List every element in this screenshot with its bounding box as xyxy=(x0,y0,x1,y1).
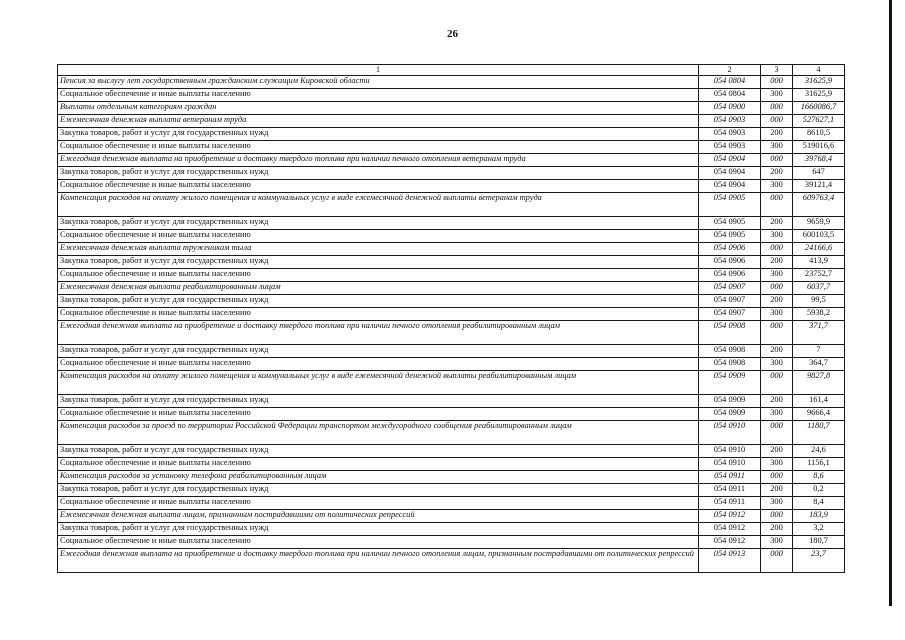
row-name-cell: Закупка товаров, работ и услуг для государственных нужд xyxy=(58,295,699,308)
row-name-cell: Ежегодная денежная выплата на приобретение и доставку твердого топлива при наличии печного отопления ветеранам труда xyxy=(58,154,699,167)
row-code-cell: 054 0903 xyxy=(699,128,761,141)
row-sum-cell: 1180,7 xyxy=(793,421,845,445)
row-sum-cell: 1660086,7 xyxy=(793,102,845,115)
row-name-cell: Социальное обеспечение и иные выплаты населению xyxy=(58,408,699,421)
row-sum-cell: 371,7 xyxy=(793,321,845,345)
row-vr-cell: 200 xyxy=(761,167,793,180)
row-code-cell: 054 0900 xyxy=(699,102,761,115)
row-vr-cell: 000 xyxy=(761,510,793,523)
row-name-cell: Закупка товаров, работ и услуг для государственных нужд xyxy=(58,167,699,180)
row-code-cell: 054 0905 xyxy=(699,217,761,230)
row-vr-cell: 200 xyxy=(761,256,793,269)
row-name-cell: Пенсия за выслугу лет государственным гражданским служащим Кировской области xyxy=(58,76,699,89)
row-sum-cell: 8610,5 xyxy=(793,128,845,141)
table-row xyxy=(58,115,845,128)
table-row xyxy=(58,269,845,282)
row-sum-cell: 527627,1 xyxy=(793,115,845,128)
row-sum-cell: 180,7 xyxy=(793,536,845,549)
row-code-cell: 054 0912 xyxy=(699,523,761,536)
row-name-cell: Закупка товаров, работ и услуг для государственных нужд xyxy=(58,128,699,141)
row-sum-cell: 519016,6 xyxy=(793,141,845,154)
row-vr-cell: 000 xyxy=(761,115,793,128)
row-vr-cell: 000 xyxy=(761,76,793,89)
row-sum-cell: 99,5 xyxy=(793,295,845,308)
row-name-cell: Социальное обеспечение и иные выплаты населению xyxy=(58,458,699,471)
budget-table xyxy=(57,64,845,573)
row-sum-cell: 609763,4 xyxy=(793,193,845,217)
page-edge-bar xyxy=(889,0,892,606)
row-code-cell: 054 0908 xyxy=(699,321,761,345)
row-vr-cell: 300 xyxy=(761,408,793,421)
row-code-cell: 054 0905 xyxy=(699,193,761,217)
row-name-cell: Социальное обеспечение и иные выплаты населению xyxy=(58,141,699,154)
row-name-cell: Выплаты отдельным категориям граждан xyxy=(58,102,699,115)
row-vr-cell: 300 xyxy=(761,180,793,193)
row-code-cell: 054 0907 xyxy=(699,295,761,308)
table-row xyxy=(58,295,845,308)
row-vr-cell: 300 xyxy=(761,230,793,243)
row-code-cell: 054 0909 xyxy=(699,371,761,395)
row-vr-cell: 200 xyxy=(761,128,793,141)
row-sum-cell: 5938,2 xyxy=(793,308,845,321)
table-row xyxy=(58,256,845,269)
row-sum-cell: 161,4 xyxy=(793,395,845,408)
table-row xyxy=(58,536,845,549)
row-name-cell: Закупка товаров, работ и услуг для государственных нужд xyxy=(58,523,699,536)
row-code-cell: 054 0910 xyxy=(699,445,761,458)
row-name-cell: Компенсация расходов за установку телефона реабилитированным лицам xyxy=(58,471,699,484)
row-sum-cell: 0,2 xyxy=(793,484,845,497)
table-row xyxy=(58,141,845,154)
row-sum-cell: 24166,6 xyxy=(793,243,845,256)
row-name-cell: Социальное обеспечение и иные выплаты населению xyxy=(58,230,699,243)
table-row xyxy=(58,308,845,321)
row-code-cell: 054 0911 xyxy=(699,497,761,510)
row-code-cell: 054 0909 xyxy=(699,395,761,408)
row-vr-cell: 000 xyxy=(761,282,793,295)
row-sum-cell: 6037,7 xyxy=(793,282,845,295)
row-sum-cell: 9659,9 xyxy=(793,217,845,230)
row-code-cell: 054 0804 xyxy=(699,76,761,89)
row-vr-cell: 000 xyxy=(761,102,793,115)
row-vr-cell: 200 xyxy=(761,217,793,230)
row-sum-cell: 413,9 xyxy=(793,256,845,269)
header-col-2: 2 xyxy=(699,65,761,76)
table-row xyxy=(58,167,845,180)
table-row xyxy=(58,76,845,89)
row-code-cell: 054 0912 xyxy=(699,536,761,549)
row-vr-cell: 000 xyxy=(761,371,793,395)
row-sum-cell: 9666,4 xyxy=(793,408,845,421)
row-code-cell: 054 0913 xyxy=(699,549,761,573)
table-row xyxy=(58,102,845,115)
row-vr-cell: 300 xyxy=(761,358,793,371)
row-code-cell: 054 0911 xyxy=(699,484,761,497)
row-name-cell: Ежемесячная денежная выплата труженикам тыла xyxy=(58,243,699,256)
row-sum-cell: 7 xyxy=(793,345,845,358)
row-vr-cell: 000 xyxy=(761,549,793,573)
table-row xyxy=(58,445,845,458)
table-row xyxy=(58,371,845,395)
row-sum-cell: 39121,4 xyxy=(793,180,845,193)
table-row xyxy=(58,510,845,523)
table-row xyxy=(58,193,845,217)
table-row xyxy=(58,282,845,295)
table-row xyxy=(58,128,845,141)
table-row xyxy=(58,497,845,510)
row-name-cell: Социальное обеспечение и иные выплаты населению xyxy=(58,180,699,193)
row-name-cell: Ежемесячная денежная выплата лицам, признанным пострадавшими от политических репрессий xyxy=(58,510,699,523)
table-row xyxy=(58,421,845,445)
row-name-cell: Ежемесячная денежная выплата ветеранам труда xyxy=(58,115,699,128)
row-vr-cell: 000 xyxy=(761,471,793,484)
table-header-row xyxy=(58,65,845,76)
row-vr-cell: 300 xyxy=(761,141,793,154)
table-row xyxy=(58,358,845,371)
row-name-cell: Компенсация расходов на оплату жилого помещения и коммунальных услуг в виде ежемесячной денежной выплаты ветеранам труда xyxy=(58,193,699,217)
table-row xyxy=(58,484,845,497)
row-code-cell: 054 0906 xyxy=(699,269,761,282)
row-sum-cell: 600103,5 xyxy=(793,230,845,243)
row-vr-cell: 000 xyxy=(761,154,793,167)
row-code-cell: 054 0909 xyxy=(699,408,761,421)
header-col-4: 4 xyxy=(793,65,845,76)
row-sum-cell: 39768,4 xyxy=(793,154,845,167)
row-name-cell: Закупка товаров, работ и услуг для государственных нужд xyxy=(58,217,699,230)
table-row xyxy=(58,458,845,471)
header-col-1: 1 xyxy=(58,65,699,76)
row-vr-cell: 200 xyxy=(761,395,793,408)
row-vr-cell: 300 xyxy=(761,269,793,282)
row-sum-cell: 24,6 xyxy=(793,445,845,458)
row-sum-cell: 31625,9 xyxy=(793,89,845,102)
row-name-cell: Социальное обеспечение и иные выплаты населению xyxy=(58,497,699,510)
header-col-3: 3 xyxy=(761,65,793,76)
row-sum-cell: 9827,8 xyxy=(793,371,845,395)
budget-table-body xyxy=(58,65,845,573)
row-vr-cell: 300 xyxy=(761,89,793,102)
row-vr-cell: 300 xyxy=(761,458,793,471)
row-sum-cell: 183,9 xyxy=(793,510,845,523)
row-vr-cell: 200 xyxy=(761,484,793,497)
row-name-cell: Ежемесячная денежная выплата реабилитированным лицам xyxy=(58,282,699,295)
table-row xyxy=(58,89,845,102)
row-vr-cell: 000 xyxy=(761,193,793,217)
row-vr-cell: 000 xyxy=(761,321,793,345)
row-code-cell: 054 0911 xyxy=(699,471,761,484)
row-code-cell: 054 0907 xyxy=(699,282,761,295)
row-vr-cell: 300 xyxy=(761,497,793,510)
page-number: 26 xyxy=(447,28,458,40)
table-row xyxy=(58,180,845,193)
row-vr-cell: 000 xyxy=(761,243,793,256)
row-sum-cell: 8,6 xyxy=(793,471,845,484)
row-code-cell: 054 0906 xyxy=(699,256,761,269)
row-code-cell: 054 0905 xyxy=(699,230,761,243)
row-name-cell: Социальное обеспечение и иные выплаты населению xyxy=(58,358,699,371)
table-row xyxy=(58,395,845,408)
row-sum-cell: 23752,7 xyxy=(793,269,845,282)
row-code-cell: 054 0910 xyxy=(699,421,761,445)
row-name-cell: Компенсация расходов на оплату жилого помещения и коммунальных услуг в виде ежемесячной денежной выплаты реабилитированным лицам xyxy=(58,371,699,395)
row-sum-cell: 31625,9 xyxy=(793,76,845,89)
row-vr-cell: 200 xyxy=(761,295,793,308)
row-name-cell: Ежегодная денежная выплата на приобретение и доставку твердого топлива при наличии печного отопления лицам, признанным пострадавшими от политических репрессий xyxy=(58,549,699,573)
row-code-cell: 054 0904 xyxy=(699,167,761,180)
table-row xyxy=(58,217,845,230)
row-sum-cell: 647 xyxy=(793,167,845,180)
table-row xyxy=(58,243,845,256)
row-sum-cell: 364,7 xyxy=(793,358,845,371)
row-vr-cell: 200 xyxy=(761,445,793,458)
table-row xyxy=(58,230,845,243)
row-sum-cell: 23,7 xyxy=(793,549,845,573)
row-name-cell: Социальное обеспечение и иные выплаты населению xyxy=(58,89,699,102)
table-row xyxy=(58,154,845,167)
table-row xyxy=(58,408,845,421)
row-name-cell: Закупка товаров, работ и услуг для государственных нужд xyxy=(58,345,699,358)
row-vr-cell: 000 xyxy=(761,421,793,445)
row-sum-cell: 3,2 xyxy=(793,523,845,536)
row-vr-cell: 200 xyxy=(761,523,793,536)
row-code-cell: 054 0903 xyxy=(699,141,761,154)
row-name-cell: Закупка товаров, работ и услуг для государственных нужд xyxy=(58,484,699,497)
row-name-cell: Компенсация расходов за проезд по территории Российской Федерации транспортом междугородного сообщения реабилитированным лицам xyxy=(58,421,699,445)
table-row xyxy=(58,549,845,573)
row-code-cell: 054 0908 xyxy=(699,345,761,358)
row-code-cell: 054 0904 xyxy=(699,154,761,167)
row-code-cell: 054 0804 xyxy=(699,89,761,102)
row-sum-cell: 8,4 xyxy=(793,497,845,510)
row-code-cell: 054 0903 xyxy=(699,115,761,128)
row-code-cell: 054 0910 xyxy=(699,458,761,471)
row-name-cell: Социальное обеспечение и иные выплаты населению xyxy=(58,308,699,321)
row-code-cell: 054 0906 xyxy=(699,243,761,256)
row-code-cell: 054 0912 xyxy=(699,510,761,523)
row-name-cell: Закупка товаров, работ и услуг для государственных нужд xyxy=(58,445,699,458)
table-row xyxy=(58,523,845,536)
row-code-cell: 054 0904 xyxy=(699,180,761,193)
table-row xyxy=(58,321,845,345)
row-name-cell: Закупка товаров, работ и услуг для государственных нужд xyxy=(58,395,699,408)
row-name-cell: Социальное обеспечение и иные выплаты населению xyxy=(58,536,699,549)
row-sum-cell: 1156,1 xyxy=(793,458,845,471)
row-vr-cell: 300 xyxy=(761,308,793,321)
row-name-cell: Закупка товаров, работ и услуг для государственных нужд xyxy=(58,256,699,269)
row-vr-cell: 200 xyxy=(761,345,793,358)
row-code-cell: 054 0907 xyxy=(699,308,761,321)
row-code-cell: 054 0908 xyxy=(699,358,761,371)
row-vr-cell: 300 xyxy=(761,536,793,549)
row-name-cell: Ежегодная денежная выплата на приобретение и доставку твердого топлива при наличии печного отопления реабилитированным лицам xyxy=(58,321,699,345)
table-row xyxy=(58,345,845,358)
row-name-cell: Социальное обеспечение и иные выплаты населению xyxy=(58,269,699,282)
table-row xyxy=(58,471,845,484)
